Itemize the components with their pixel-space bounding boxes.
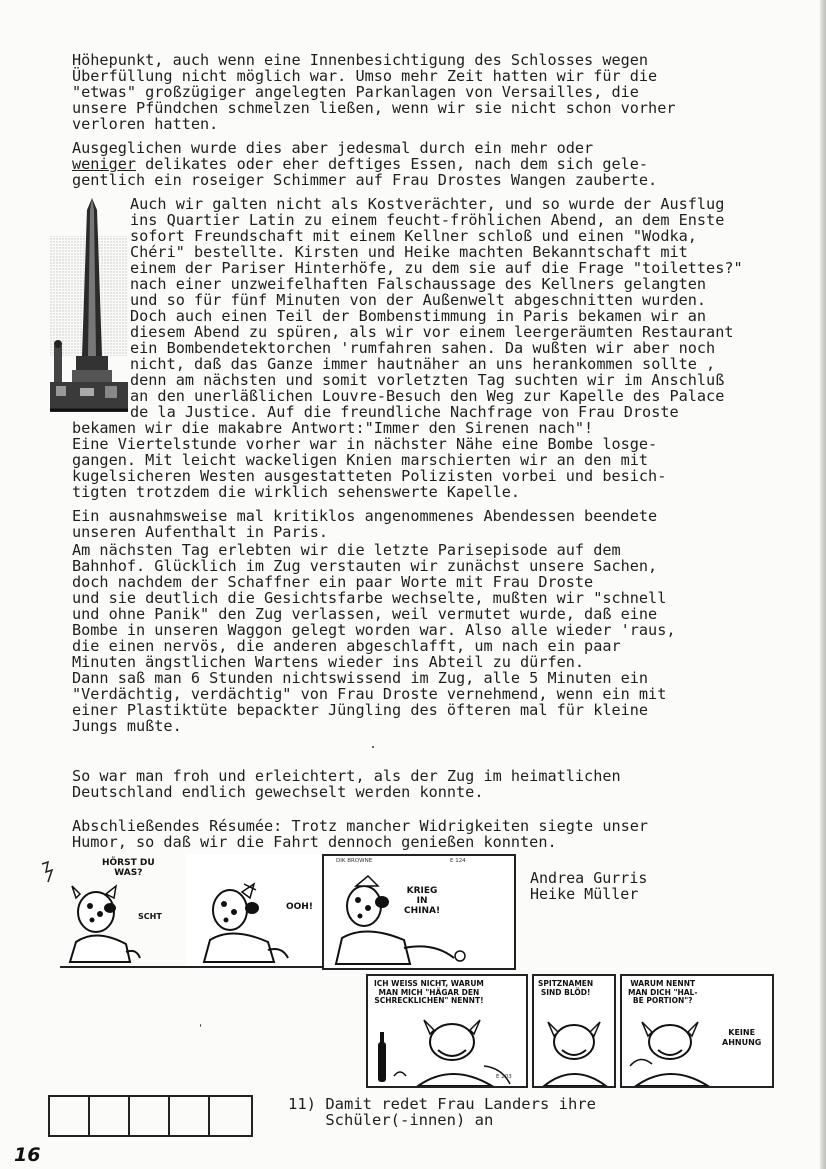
comic-panel (60, 854, 200, 968)
text-line: einem der Pariser Hinterhöfe, zu dem sie auf die Frage "toilettes?" (130, 259, 743, 277)
text-line: Dann saß man 6 Stunden nichtswissend im Zug, alle 5 Minuten ein (72, 669, 649, 687)
sound-text: OOH! (286, 902, 313, 912)
text-span: delikates oder eher deftiges Essen, nach dem sich gele- (136, 155, 649, 173)
text-line: unseren Aufenthalt in Paris. (72, 523, 329, 541)
comic-strip-hagar-2 (366, 974, 786, 1086)
paragraph-food (72, 140, 732, 188)
speech-text: SPITZNAMEN SIND BLÖD! (538, 979, 594, 997)
comic-strip-hagar-1 (38, 854, 516, 966)
text-line: tigten trotzdem die wirklich sehenswerte Kapelle. (72, 483, 521, 501)
hagar-figure-icon (334, 872, 504, 966)
page-number: 16 (14, 1144, 41, 1166)
dust-speck (200, 1024, 201, 1027)
hagar-figure-icon (66, 882, 142, 964)
sound-text: SCHT (138, 912, 162, 921)
text-line: diesem Abend zu spüren, als wir vor einem leergeräumten Restaurant (130, 323, 734, 341)
footnote (288, 1096, 596, 1128)
artist-credit: DIK BROWNE (336, 858, 373, 864)
grading-boxes (48, 1095, 253, 1137)
text-line: Bombe in unseren Waggon gelegt worden war. Also alle wieder 'raus, (72, 621, 676, 639)
dust-speck (372, 746, 374, 748)
comic-panel (366, 974, 528, 1088)
text-line: Ein ausnahmsweise mal kritiklos angenommenes Abendessen beendete (72, 507, 658, 525)
text-line: Am nächsten Tag erlebten wir die letzte Parisepisode auf dem (72, 541, 621, 559)
text-line: Chéri" bestellte. Kirsten und Heike machten Bekanntschaft mit (130, 243, 688, 261)
text-line (72, 156, 732, 172)
text-line: einer Plastiktüte bepackter Jüngling des öfteren mal für kleine (72, 701, 649, 719)
text-line: verloren hatten. (72, 115, 219, 133)
authors-block (530, 870, 647, 902)
text-line: Auch wir galten nicht als Kostverächter, und so wurde der Ausflug (130, 195, 725, 213)
comic-panel (620, 974, 774, 1088)
text-line: sofort Freundschaft mit einem Kellner schloß und einen "Wodka, (130, 227, 697, 245)
hagar-figure-icon (536, 1010, 612, 1086)
text-line: die einen nervös, die anderen abgeschlafft, um nach ein paar (72, 637, 621, 655)
grading-box (170, 1097, 210, 1135)
text-line: Eine Viertelstunde vorher war in nächster Nähe eine Bombe losge- (72, 435, 658, 453)
hagar-figure-icon (202, 878, 292, 964)
text-line: und ohne Panik" den Zug verlassen, weil vermutet wurde, daß eine (72, 605, 658, 623)
author-name: Andrea Gurris (530, 869, 648, 887)
text-line: und so für fünf Minuten von der Außenwelt abgeschnitten wurden. (130, 291, 707, 309)
underlined-word: weniger (72, 155, 137, 173)
grading-box (50, 1097, 90, 1135)
footnote-line: Schüler(-innen) an (288, 1111, 494, 1129)
paragraph-train (72, 542, 732, 734)
text-line: Humor, so daß wir die Fahrt dennoch genießen konnten. (72, 833, 557, 851)
text-line: Überfüllung nicht möglich war. Umso mehr Zeit hatten wir für die (72, 67, 658, 85)
text-line: gentlich ein roseiger Schimmer auf Frau Drostes Wangen zauberte. (72, 171, 658, 189)
text-line: denn am nächsten und somit vorletzten Tag suchten wir im Anschluß (130, 371, 725, 389)
reply-text: KEINE AHNUNG (722, 1028, 762, 1047)
text-line: "etwas" großzügiger angelegten Parkanlagen von Versailles, die (72, 83, 639, 101)
text-line: bekamen wir die makabre Antwort:"Immer den Sirenen nach"! (72, 419, 594, 437)
text-line: Deutschland endlich gewechselt werden konnte. (72, 783, 484, 801)
grading-box (90, 1097, 130, 1135)
text-line: Minuten ängstlichen Wartens wieder ins Abteil zu dürfen. (72, 653, 585, 671)
text-line: Doch auch einen Teil der Bombenstimmung in Paris bekamen wir an (130, 307, 707, 325)
speech-text: HÖRST DU WAS? (102, 858, 155, 878)
footnote-line: 11) Damit redet Frau Landers ihre (288, 1095, 596, 1113)
grading-box (210, 1097, 251, 1135)
comic-panel (532, 974, 616, 1088)
paragraph-dinner (72, 508, 732, 540)
hagar-figure-icon (626, 1010, 726, 1086)
strip-code: E 203 (496, 1074, 512, 1080)
page-edge-shadow (820, 0, 826, 1169)
paragraph-versailles (72, 52, 732, 132)
comic-panel (186, 854, 336, 968)
paragraph-home (72, 768, 732, 800)
text-line: Abschließendes Résumée: Trotz mancher Widrigkeiten siegte unser (72, 817, 649, 835)
obelisk-photo (50, 196, 128, 418)
text-line: Ausgeglichen wurde dies aber jedesmal durch ein mehr oder (72, 139, 594, 157)
text-line: de la Justice. Auf die freundliche Nachfrage von Frau Droste (130, 403, 679, 421)
grading-box (130, 1097, 170, 1135)
text-line: So war man froh und erleichtert, als der Zug im heimatlichen (72, 767, 621, 785)
strip-code: E 124 (450, 858, 466, 864)
speech-text: KRIEG IN CHINA! (404, 886, 441, 916)
text-line: "Verdächtig, verdächtig" von Frau Droste vernehmend, wenn ein mit (72, 685, 667, 703)
text-line: ins Quartier Latin zu einem feucht-fröhlichen Abend, an dem Enste (130, 211, 725, 229)
speech-text: WARUM NENNT MAN DICH "HAL- BE PORTION"? (628, 979, 698, 1005)
comic-panel (322, 854, 516, 970)
text-line: an den unerläßlichen Louvre-Besuch den Weg zur Kapelle des Palace (130, 387, 725, 405)
paragraph-quartier-latin (130, 196, 750, 420)
text-line: Bahnhof. Glücklich im Zug verstauten wir zunächst unsere Sachen, (72, 557, 658, 575)
text-line: und sie deutlich die Gesichtsfarbe wechselte, mußten wir "schnell (72, 589, 667, 607)
text-line: nicht, daß das Ganze immer hautnäher an uns herankommen sollte , (130, 355, 716, 373)
text-line: Höhepunkt, auch wenn eine Innenbesichtigung des Schlosses wegen (72, 51, 649, 69)
signature-mark (38, 860, 58, 886)
paragraph-sirens (72, 420, 732, 500)
speech-text: ICH WEISS NICHT, WARUM MAN MICH "HÄGAR DEN SCHRECKLICHEN" NENNT! (374, 979, 484, 1005)
text-line: kugelsicheren Westen ausgestatteten Polizisten vorbei und besich- (72, 467, 667, 485)
text-line: unsere Pfündchen schmelzen ließen, wenn wir sie nicht schon vorher (72, 99, 676, 117)
text-line: nach einer unzweifelhaften Falschaussage des Kellners gelangten (130, 275, 707, 293)
paragraph-resumee (72, 818, 732, 850)
text-line: gangen. Mit leicht wackeligen Knien marschierten wir an den mit (72, 451, 649, 469)
author-name: Heike Müller (530, 885, 639, 903)
text-line: Jungs mußte. (72, 717, 182, 735)
text-line: ein Bombendetektorchen 'rumfahren sahen. Da wußten wir aber noch (130, 339, 716, 357)
text-line: doch nachdem der Schaffner ein paar Worte mit Frau Droste (72, 573, 594, 591)
hagar-figure-icon (372, 1006, 522, 1086)
